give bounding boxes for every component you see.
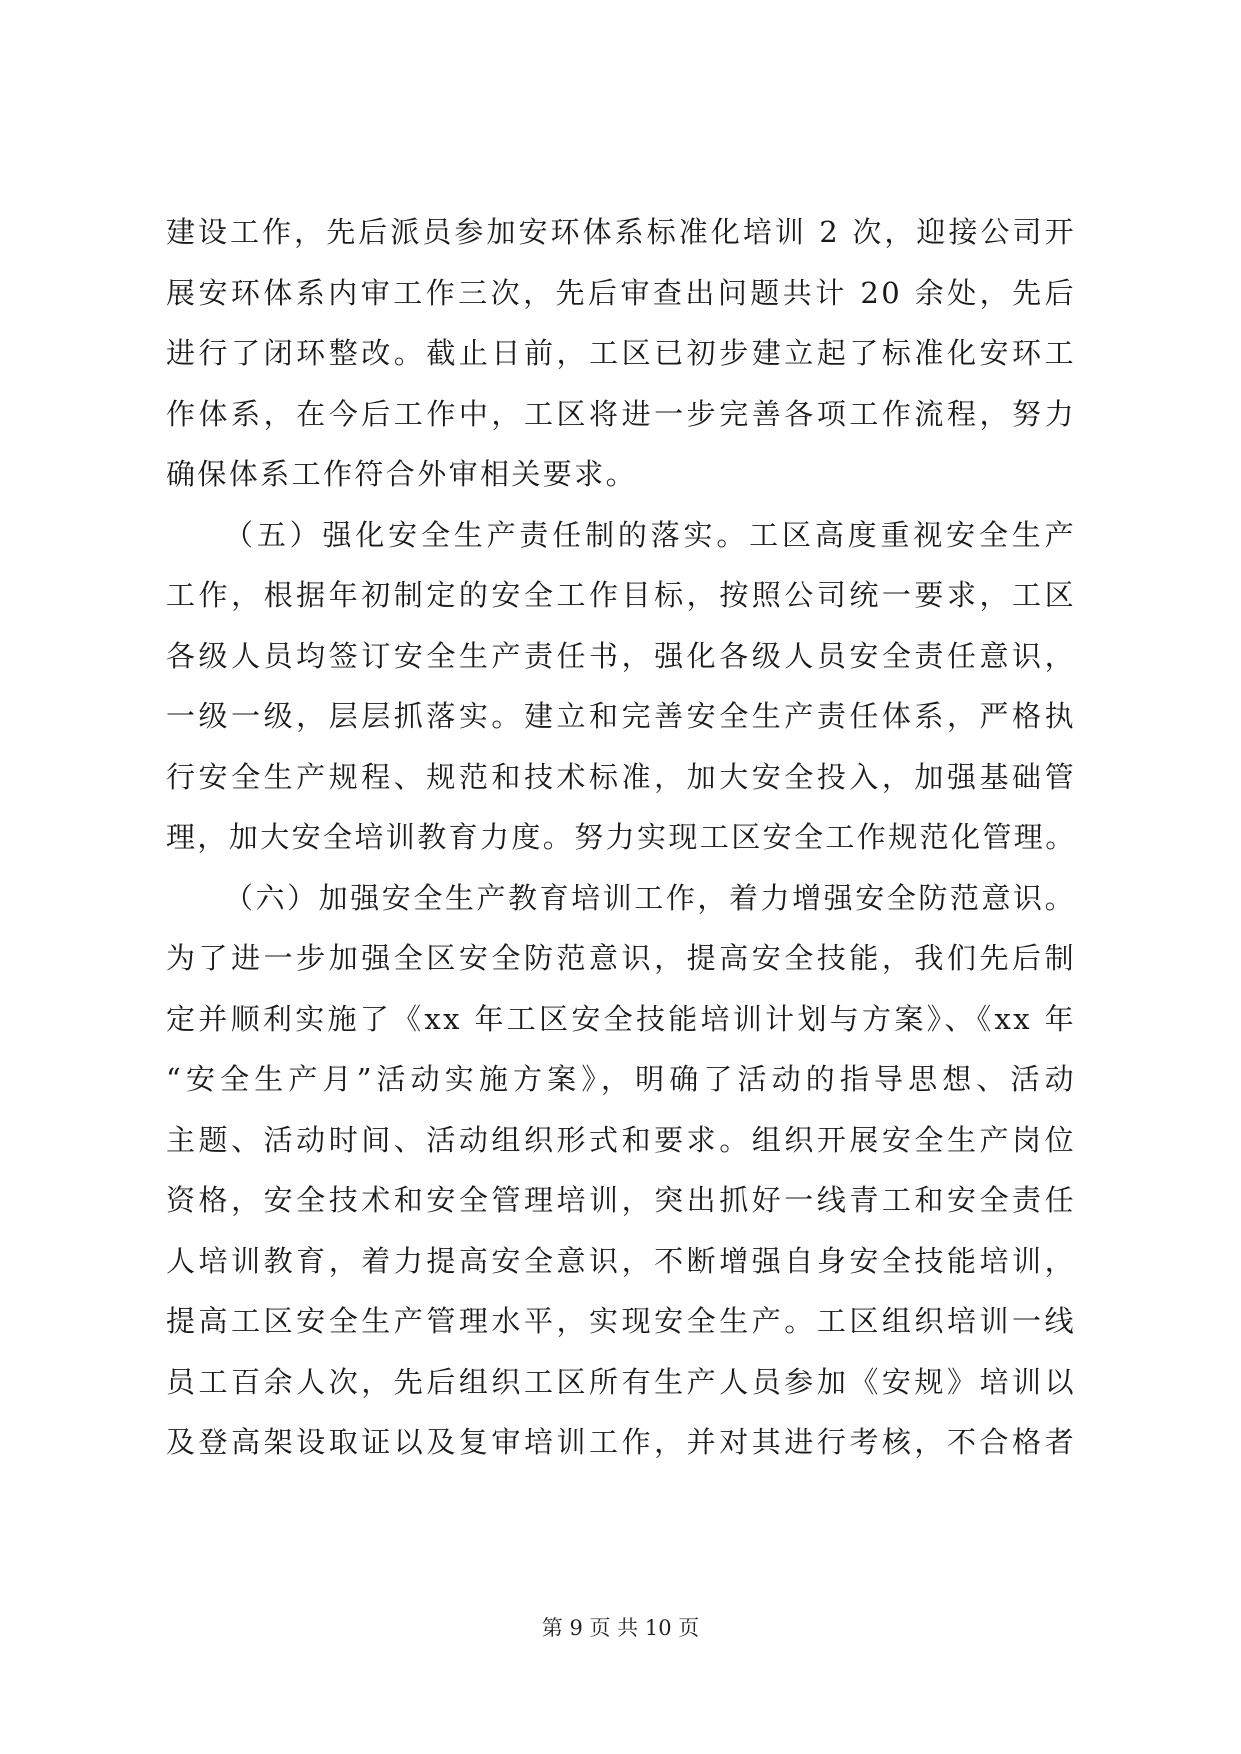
text-line: “安全生产月”活动实施方案》，明确了活动的指导思想、活动 — [166, 1062, 1076, 1096]
page-footer: 第 9 页 共 10 页 — [541, 1616, 700, 1640]
text-line: 为了进一步加强全区安全防范意识，提高安全技能，我们先后制 — [166, 941, 1076, 975]
text-line: 提高工区安全生产管理水平，实现安全生产。工区组织培训一线 — [166, 1304, 1076, 1338]
text-line: 定并顺利实施了《xx 年工区安全技能培训计划与方案》、《xx 年 — [166, 1001, 1076, 1036]
section-heading-line: （六）加强安全生产教育培训工作，着力增强安全防范意识。 — [224, 880, 1076, 915]
text-line: 行安全生产规程、规范和技术标准，加大安全投入，加强基础管 — [166, 759, 1076, 794]
section-heading-line: （五）强化安全生产责任制的落实。工区高度重视安全生产 — [224, 517, 1076, 552]
text-line: 作体系，在今后工作中，工区将进一步完善各项工作流程，努力 — [166, 396, 1076, 431]
text-line: 资格，安全技术和安全管理培训，突出抓好一线青工和安全责任 — [166, 1183, 1076, 1217]
text-line: 建设工作，先后派员参加安环体系标准化培训 2 次，迎接公司开 — [166, 215, 1076, 249]
text-line: 进行了闭环整改。截止日前，工区已初步建立起了标准化安环工 — [166, 336, 1076, 370]
text-line: 工作，根据年初制定的安全工作目标，按照公司统一要求，工区 — [166, 578, 1076, 612]
text-line: 及登高架设取证以及复审培训工作，并对其进行考核，不合格者 — [166, 1425, 1076, 1459]
text-line: 人培训教育，着力提高安全意识，不断增强自身安全技能培训， — [166, 1243, 1076, 1278]
text-line: 一级一级，层层抓落实。建立和完善安全生产责任体系，严格执 — [166, 699, 1076, 733]
body-text — [166, 202, 1076, 1473]
text-line: 理，加大安全培训教育力度。努力实现工区安全工作规范化管理。 — [166, 820, 1077, 854]
text-line: 主题、活动时间、活动组织形式和要求。组织开展安全生产岗位 — [166, 1122, 1076, 1157]
text-line: 员工百余人次，先后组织工区所有生产人员参加《安规》培训以 — [166, 1364, 1076, 1399]
text-line: 各级人员均签订安全生产责任书，强化各级人员安全责任意识， — [166, 638, 1076, 673]
text-line: 确保体系工作符合外审相关要求。 — [166, 457, 638, 491]
text-line: 展安环体系内审工作三次，先后审查出问题共计 20 余处，先后 — [166, 275, 1076, 310]
